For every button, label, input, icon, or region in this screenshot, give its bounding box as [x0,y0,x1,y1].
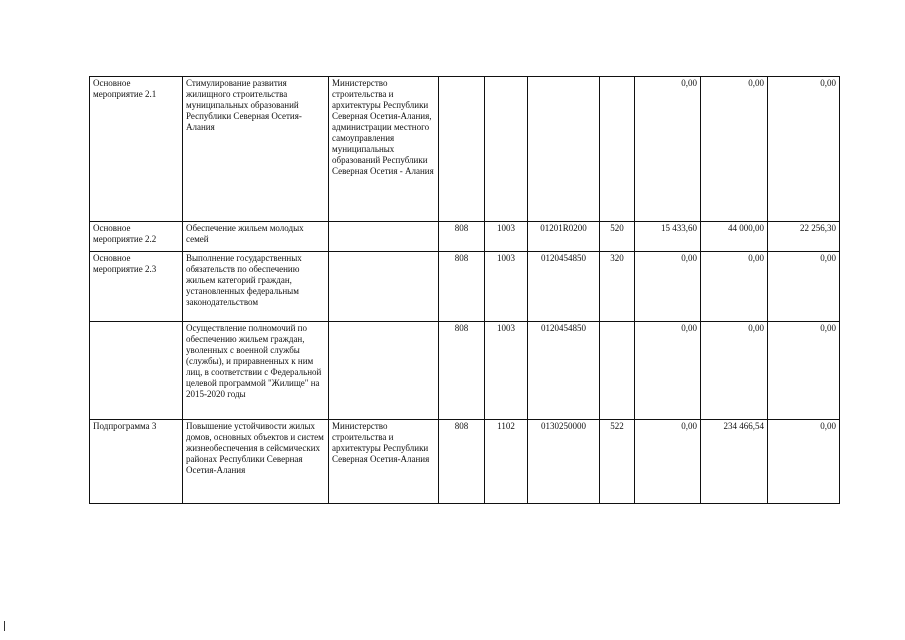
expense-type-cell: 522 [600,420,635,504]
amount-year1-cell: 0,00 [635,77,701,222]
budget-table [89,76,840,504]
expense-type-cell [600,322,635,420]
status-cell [90,322,183,420]
dept-code-cell: 808 [439,252,485,322]
table-row [90,222,840,252]
amount-year1-cell: 15 433,60 [635,222,701,252]
executor-cell [329,222,439,252]
section-code-cell: 1003 [485,322,528,420]
amount-year3-cell: 0,00 [768,77,840,222]
section-code-cell: 1003 [485,252,528,322]
status-cell: Основное мероприятие 2.2 [90,222,183,252]
target-article-cell: 0120454850 [528,252,600,322]
amount-year1-cell: 0,00 [635,420,701,504]
target-article-cell: 01201R0200 [528,222,600,252]
table-row [90,252,840,322]
name-cell: Обеспечение жильем молодых семей [183,222,329,252]
dept-code-cell [439,77,485,222]
section-code-cell: 1102 [485,420,528,504]
target-article-cell [528,77,600,222]
target-article-cell: 0120454850 [528,322,600,420]
amount-year2-cell: 0,00 [701,77,768,222]
expense-type-cell [600,77,635,222]
scan-edge-mark [4,621,5,631]
table-row [90,322,840,420]
amount-year2-cell: 0,00 [701,322,768,420]
section-code-cell [485,77,528,222]
amount-year3-cell: 0,00 [768,420,840,504]
amount-year3-cell: 0,00 [768,322,840,420]
amount-year3-cell: 22 256,30 [768,222,840,252]
dept-code-cell: 808 [439,222,485,252]
section-code-cell: 1003 [485,222,528,252]
amount-year1-cell: 0,00 [635,252,701,322]
executor-cell: Министерство строительства и архитектуры Республики Северная Осетия-Алания, администрации местного самоуправления муниципальных образований Республики Северная Осетия - Алания [329,77,439,222]
executor-cell: Министерство строительства и архитектуры Республики Северная Осетия-Алания [329,420,439,504]
status-cell: Подпрограмма 3 [90,420,183,504]
name-cell: Осуществление полномочий по обеспечению жильем граждан, уволенных с военной службы (службы), и приравненных к ним лиц, в соответствии с Федеральной целевой программой "Жилище" на 2015-2020 годы [183,322,329,420]
dept-code-cell: 808 [439,420,485,504]
name-cell: Выполнение государственных обязательств по обеспечению жильем категорий граждан, установленных федеральным законодательством [183,252,329,322]
amount-year2-cell: 0,00 [701,252,768,322]
status-cell: Основное мероприятие 2.3 [90,252,183,322]
amount-year2-cell: 234 466,54 [701,420,768,504]
table-row [90,77,840,222]
amount-year2-cell: 44 000,00 [701,222,768,252]
table-row [90,420,840,504]
name-cell: Стимулирование развития жилищного строительства муниципальных образований Республики Северная Осетия-Алания [183,77,329,222]
status-cell: Основное мероприятие 2.1 [90,77,183,222]
table-body [90,77,840,504]
expense-type-cell: 320 [600,252,635,322]
executor-cell [329,322,439,420]
dept-code-cell: 808 [439,322,485,420]
amount-year1-cell: 0,00 [635,322,701,420]
name-cell: Повышение устойчивости жилых домов, основных объектов и систем жизнеобеспечения в сейсмических районах Республики Северная Осетия-Алания [183,420,329,504]
amount-year3-cell: 0,00 [768,252,840,322]
target-article-cell: 0130250000 [528,420,600,504]
executor-cell [329,252,439,322]
expense-type-cell: 520 [600,222,635,252]
